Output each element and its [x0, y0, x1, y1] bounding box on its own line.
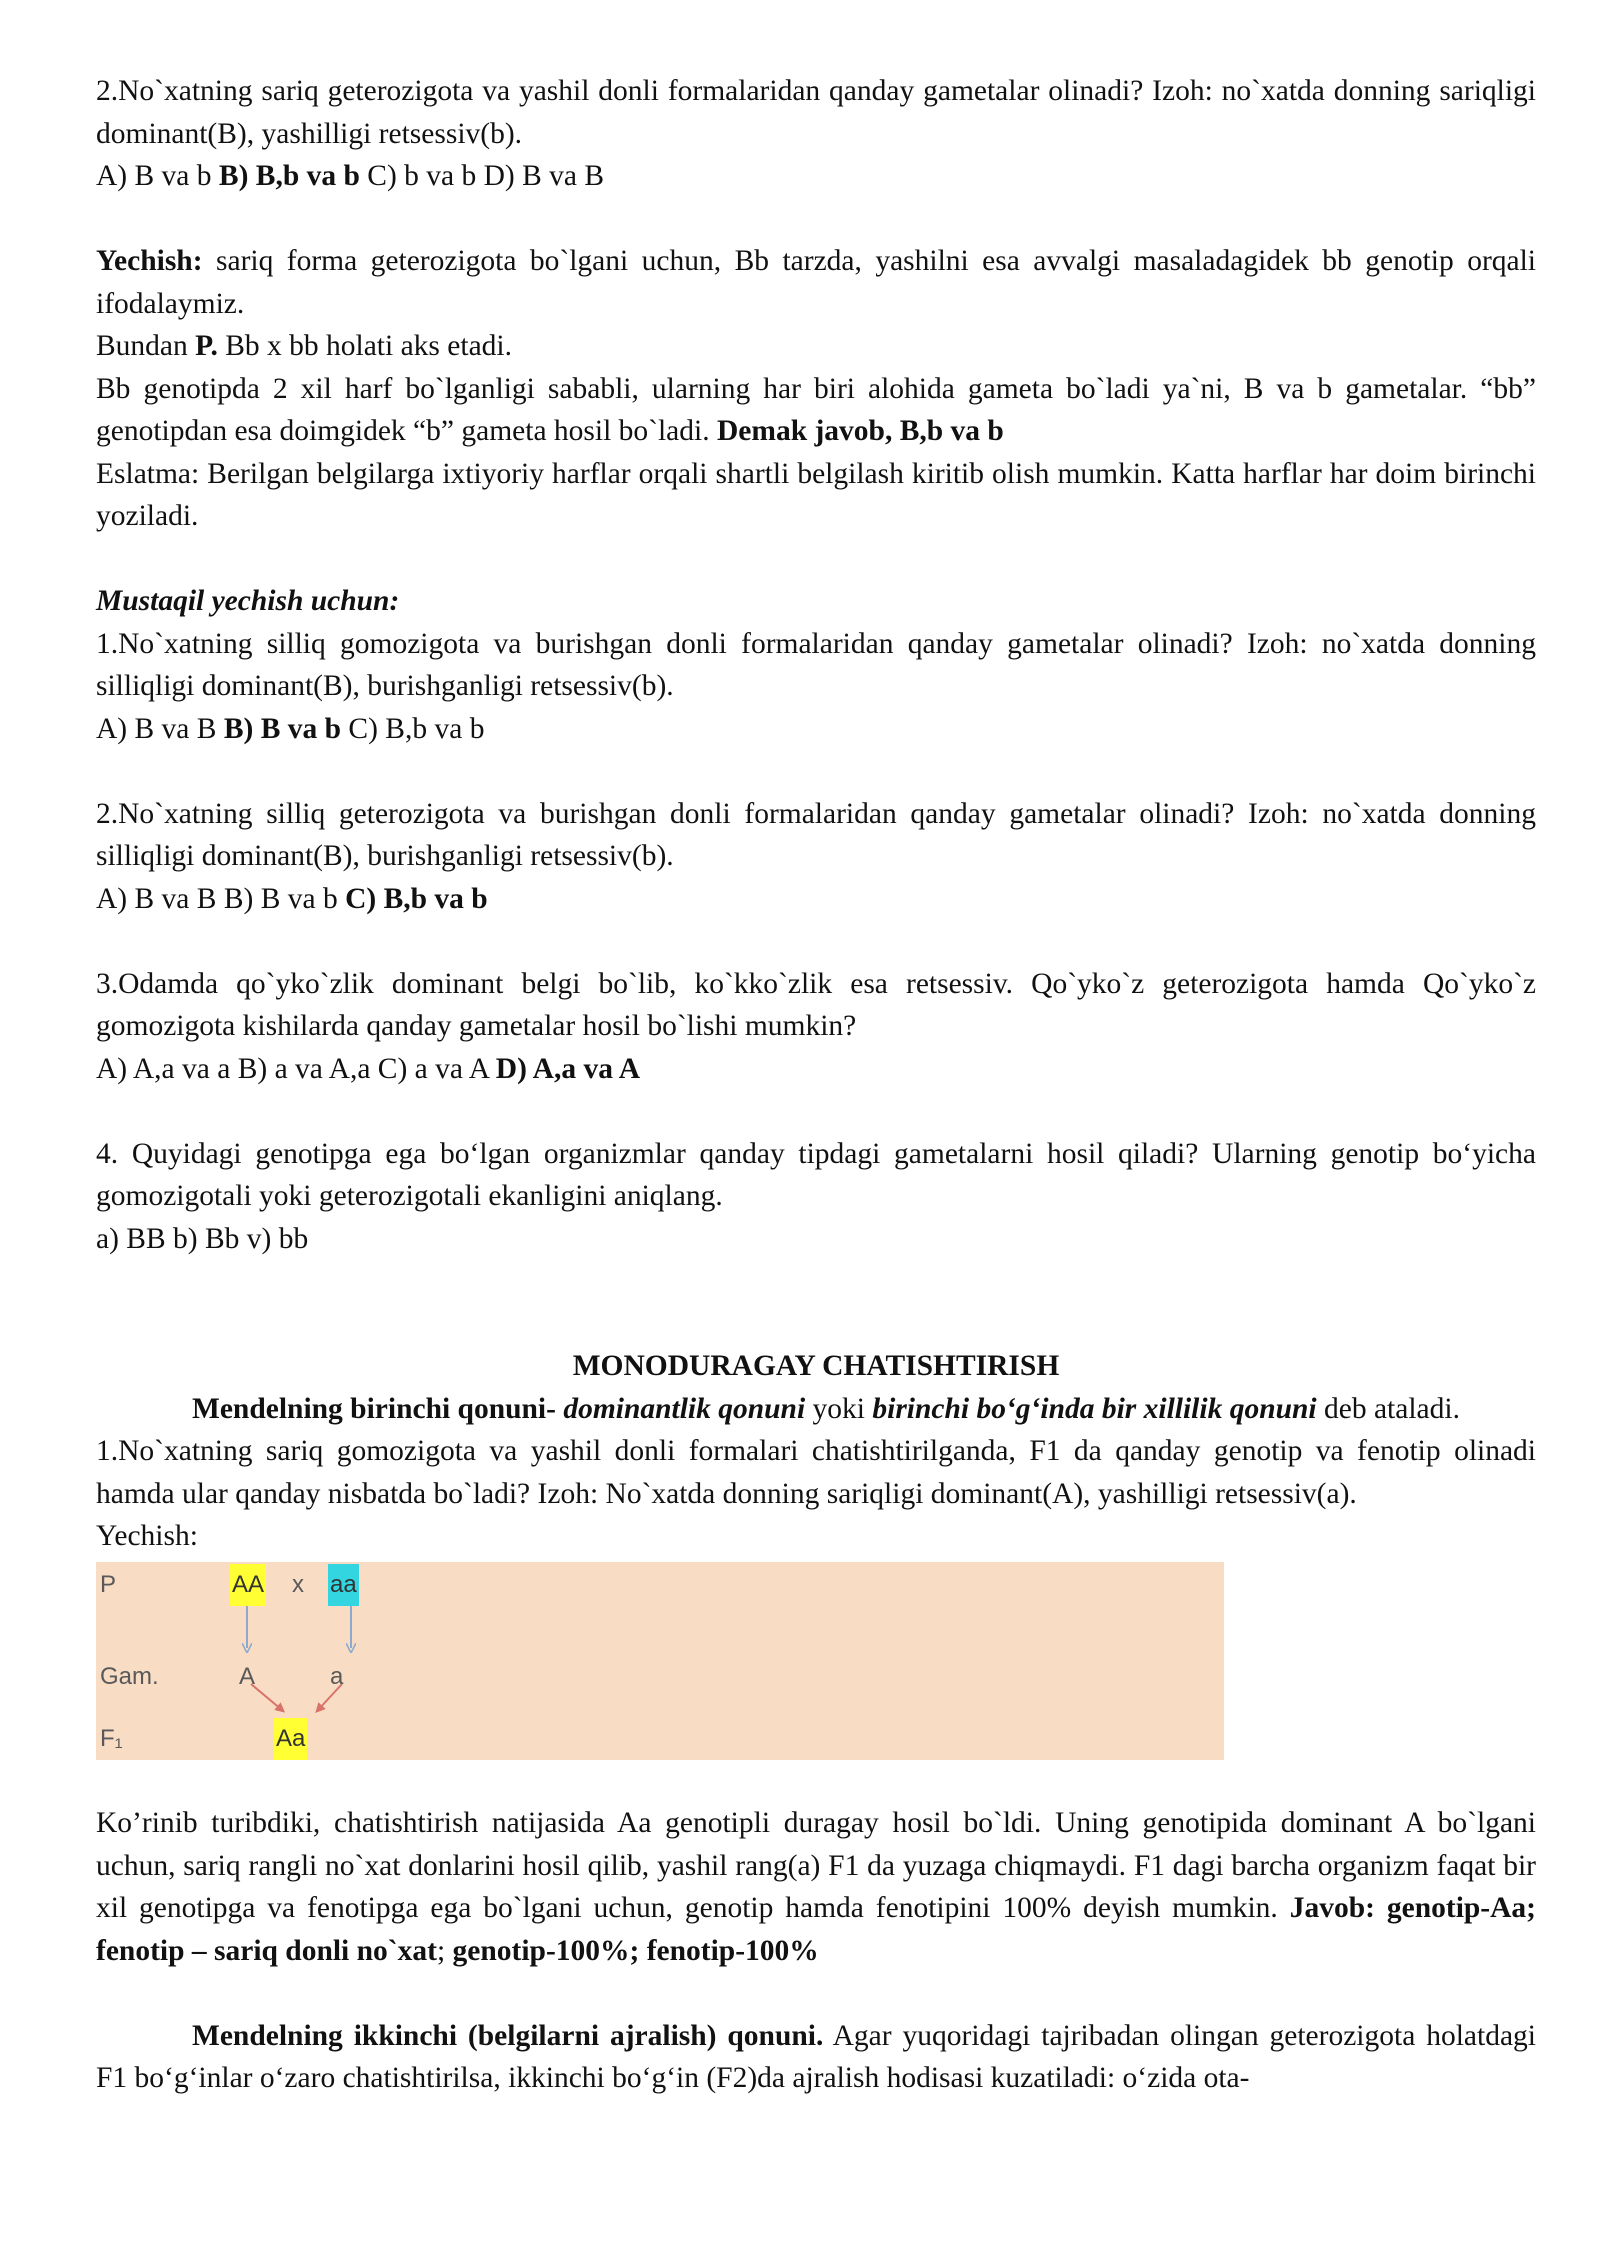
option-a: A) B va b — [96, 160, 219, 192]
mono-question-1 — [96, 1430, 1536, 1515]
solution-paragraph — [96, 240, 1536, 325]
independent-question-2-text: 2.No`xatning silliq geterozigota va burishgan donli formalaridan qanday gametalar olinadi? Izoh: no`xatda donning silliqligi dominant(B), burishganligi retsessiv(b). — [96, 797, 1536, 872]
result-semicolon: ; — [436, 1934, 446, 1967]
law2-bold: Mendelning ikkinchi (belgilarni ajralish) qonuni. — [192, 2019, 824, 2052]
row-label-f1: F₁ — [100, 1724, 123, 1752]
question-2-options — [96, 155, 1536, 198]
law2-text: Agar yuqoridagi tajribadan olingan geterozigota holatdagi F1 bo‘g‘inlar o‘zaro chatishtirilsa, ikkinchi bo‘g‘in (F2)da ajralish hodisasi kuzatiladi: o‘zida ota- — [96, 2019, 1536, 2094]
question-2 — [96, 70, 1536, 155]
option-c-d: C) b va b D) B va B — [359, 160, 605, 192]
law1-bold: Mendelning birinchi qonuni- — [192, 1392, 556, 1425]
row-label-p: P — [100, 1570, 117, 1598]
independent-heading-text: Mustaqil yechish uchun: — [96, 585, 400, 617]
independent-question-1 — [96, 623, 1536, 708]
option-c-correct: C) B,b va b — [345, 882, 488, 915]
solution-label: Yechish: — [96, 245, 203, 277]
mendel-second-law — [96, 2015, 1536, 2100]
independent-question-3-text: 3.Odamda qo`yko`zlik dominant belgi bo`lib, ko`kko`zlik esa retsessiv. Qo`yko`z geterozigota hamda Qo`yko`z gomozigota kishilarda qanday gametalar hosil bo`lishi mumkin? — [96, 967, 1536, 1042]
bundan-prefix: Bundan — [96, 330, 196, 362]
independent-question-2-options — [96, 878, 1536, 921]
option-a: A) B va B — [96, 712, 224, 745]
option-a-b-c: A) A,a va a B) a va A,a C) a va A — [96, 1052, 496, 1085]
option-b-correct: B) B va b — [223, 712, 342, 745]
independent-question-3-options — [96, 1048, 1536, 1091]
cross-diagram — [96, 1562, 1224, 1760]
law1-italic-2: birinchi bo‘g‘inda bir xillilik qonuni — [872, 1392, 1317, 1425]
independent-question-4-text: 4. Quyidagi genotipga ega bo‘lgan organizmlar qanday tipdagi gametalarni hosil qiladi? Ularning genotip bo‘yicha gomozigotali yoki geterozigotali ekanligini aniqlang. — [96, 1137, 1536, 1212]
mono-yechish — [96, 1515, 1536, 1558]
bundan-text: Bb x bb holati aks etadi. — [217, 330, 512, 362]
mono-question-1-text: 1.No`xatning sariq gomozigota va yashil donli formalari chatishtirilganda, F1 da qanday genotip va fenotip olinadi hamda ular qanday nisbatda bo`ladi? Izoh: No`xatda donning sariqligi dominant(A), yashilligi retsessiv(a). — [96, 1435, 1536, 1510]
section-title-text: MONODURAGAY CHATISHTIRISH — [572, 1350, 1060, 1382]
parent-1-genotype: AA — [230, 1564, 266, 1607]
mono-yechish-text: Yechish: — [96, 1520, 198, 1552]
option-a-b: A) B va B B) B va b — [96, 882, 346, 915]
options-text: a) BB b) Bb v) bb — [96, 1222, 309, 1255]
independent-question-1-options — [96, 708, 1536, 751]
solution-text: sariq forma geterozigota bo`lgani uchun, Bb tarzda, yashilni esa avvalgi masaladagidek bb genotip orqali ifodalaymiz. — [96, 245, 1536, 320]
question-2-text: 2.No`xatning sariq geterozigota va yashil donli formalaridan qanday gametalar olinadi? Izoh: no`xatda donning sariqligi dominant(B), yashilligi retsessiv(b). — [96, 75, 1536, 150]
independent-question-4-options — [96, 1218, 1536, 1261]
section-title — [96, 1345, 1536, 1388]
result-text: Ko’rinib turibdiki, chatishtirish natijasida Aa genotipli duragay hosil bo`ldi. Uning genotipida dominant A bo`lgani uchun, sariq rangli no`xat donlarini hosil qilib, yashil rang(a) F1 da yuzaga chiqmaydi. F1 dagi barcha organizm faqat bir xil genotipga va fenotipga ega bo`lgani uchun, genotip hamda fenotipini 100% deyish mumkin. — [96, 1807, 1536, 1924]
arrow-gamete1-to-offspring — [251, 1684, 282, 1710]
note-paragraph — [96, 453, 1536, 538]
gamete-2: a — [330, 1662, 344, 1690]
solution-explanation — [96, 368, 1536, 453]
independent-question-1-text: 1.No`xatning silliq gomozigota va burishgan donli formalaridan qanday gametalar olinadi? Izoh: no`xatda donning silliqligi dominant(B), burishganligi retsessiv(b). — [96, 627, 1536, 702]
solution-explanation-text: Bb genotipda 2 xil harf bo`lganligi sababli, ularning har biri alohida gameta bo`ladi ya`ni, B va b gametalar. “bb” genotipdan esa doimgidek “b” gameta hosil bo`ladi. — [96, 372, 1536, 447]
law1-italic-1: dominantlik qonuni — [563, 1392, 806, 1425]
note-text: Eslatma: Berilgan belgilarga ixtiyoriy harflar orqali shartli belgilash kiritib olish mumkin. Katta harflar har doim birinchi yoziladi. — [96, 457, 1536, 532]
law1-mid: yoki — [805, 1392, 873, 1425]
row-label-gam: Gam. — [100, 1662, 159, 1690]
mendel-first-law — [96, 1388, 1536, 1431]
independent-heading — [96, 580, 1536, 623]
result-answer-2: genotip-100%; fenotip-100% — [445, 1934, 819, 1967]
law1-end: deb ataladi. — [1316, 1392, 1460, 1425]
independent-question-4 — [96, 1133, 1536, 1218]
document-content — [96, 70, 1536, 2100]
independent-question-3 — [96, 963, 1536, 1048]
cross-symbol: x — [292, 1570, 304, 1598]
solution-answer: Demak javob, B,b va b — [716, 415, 1004, 447]
result-paragraph — [96, 1802, 1536, 1972]
independent-question-2 — [96, 793, 1536, 878]
parent-2-genotype: aa — [328, 1564, 359, 1607]
bundan-p-label: P. — [195, 330, 218, 362]
gamete-1: A — [239, 1662, 256, 1690]
option-b-correct: B) B,b va b — [218, 160, 360, 192]
offspring-genotype: Aa — [274, 1718, 307, 1761]
bundan-line — [96, 325, 1536, 368]
result-answer-1: Javob: genotip-Aa; fenotip – sariq donli no`xat — [96, 1892, 1537, 1967]
option-c: C) B,b va b — [341, 712, 485, 745]
option-d-correct: D) A,a va A — [495, 1052, 641, 1085]
